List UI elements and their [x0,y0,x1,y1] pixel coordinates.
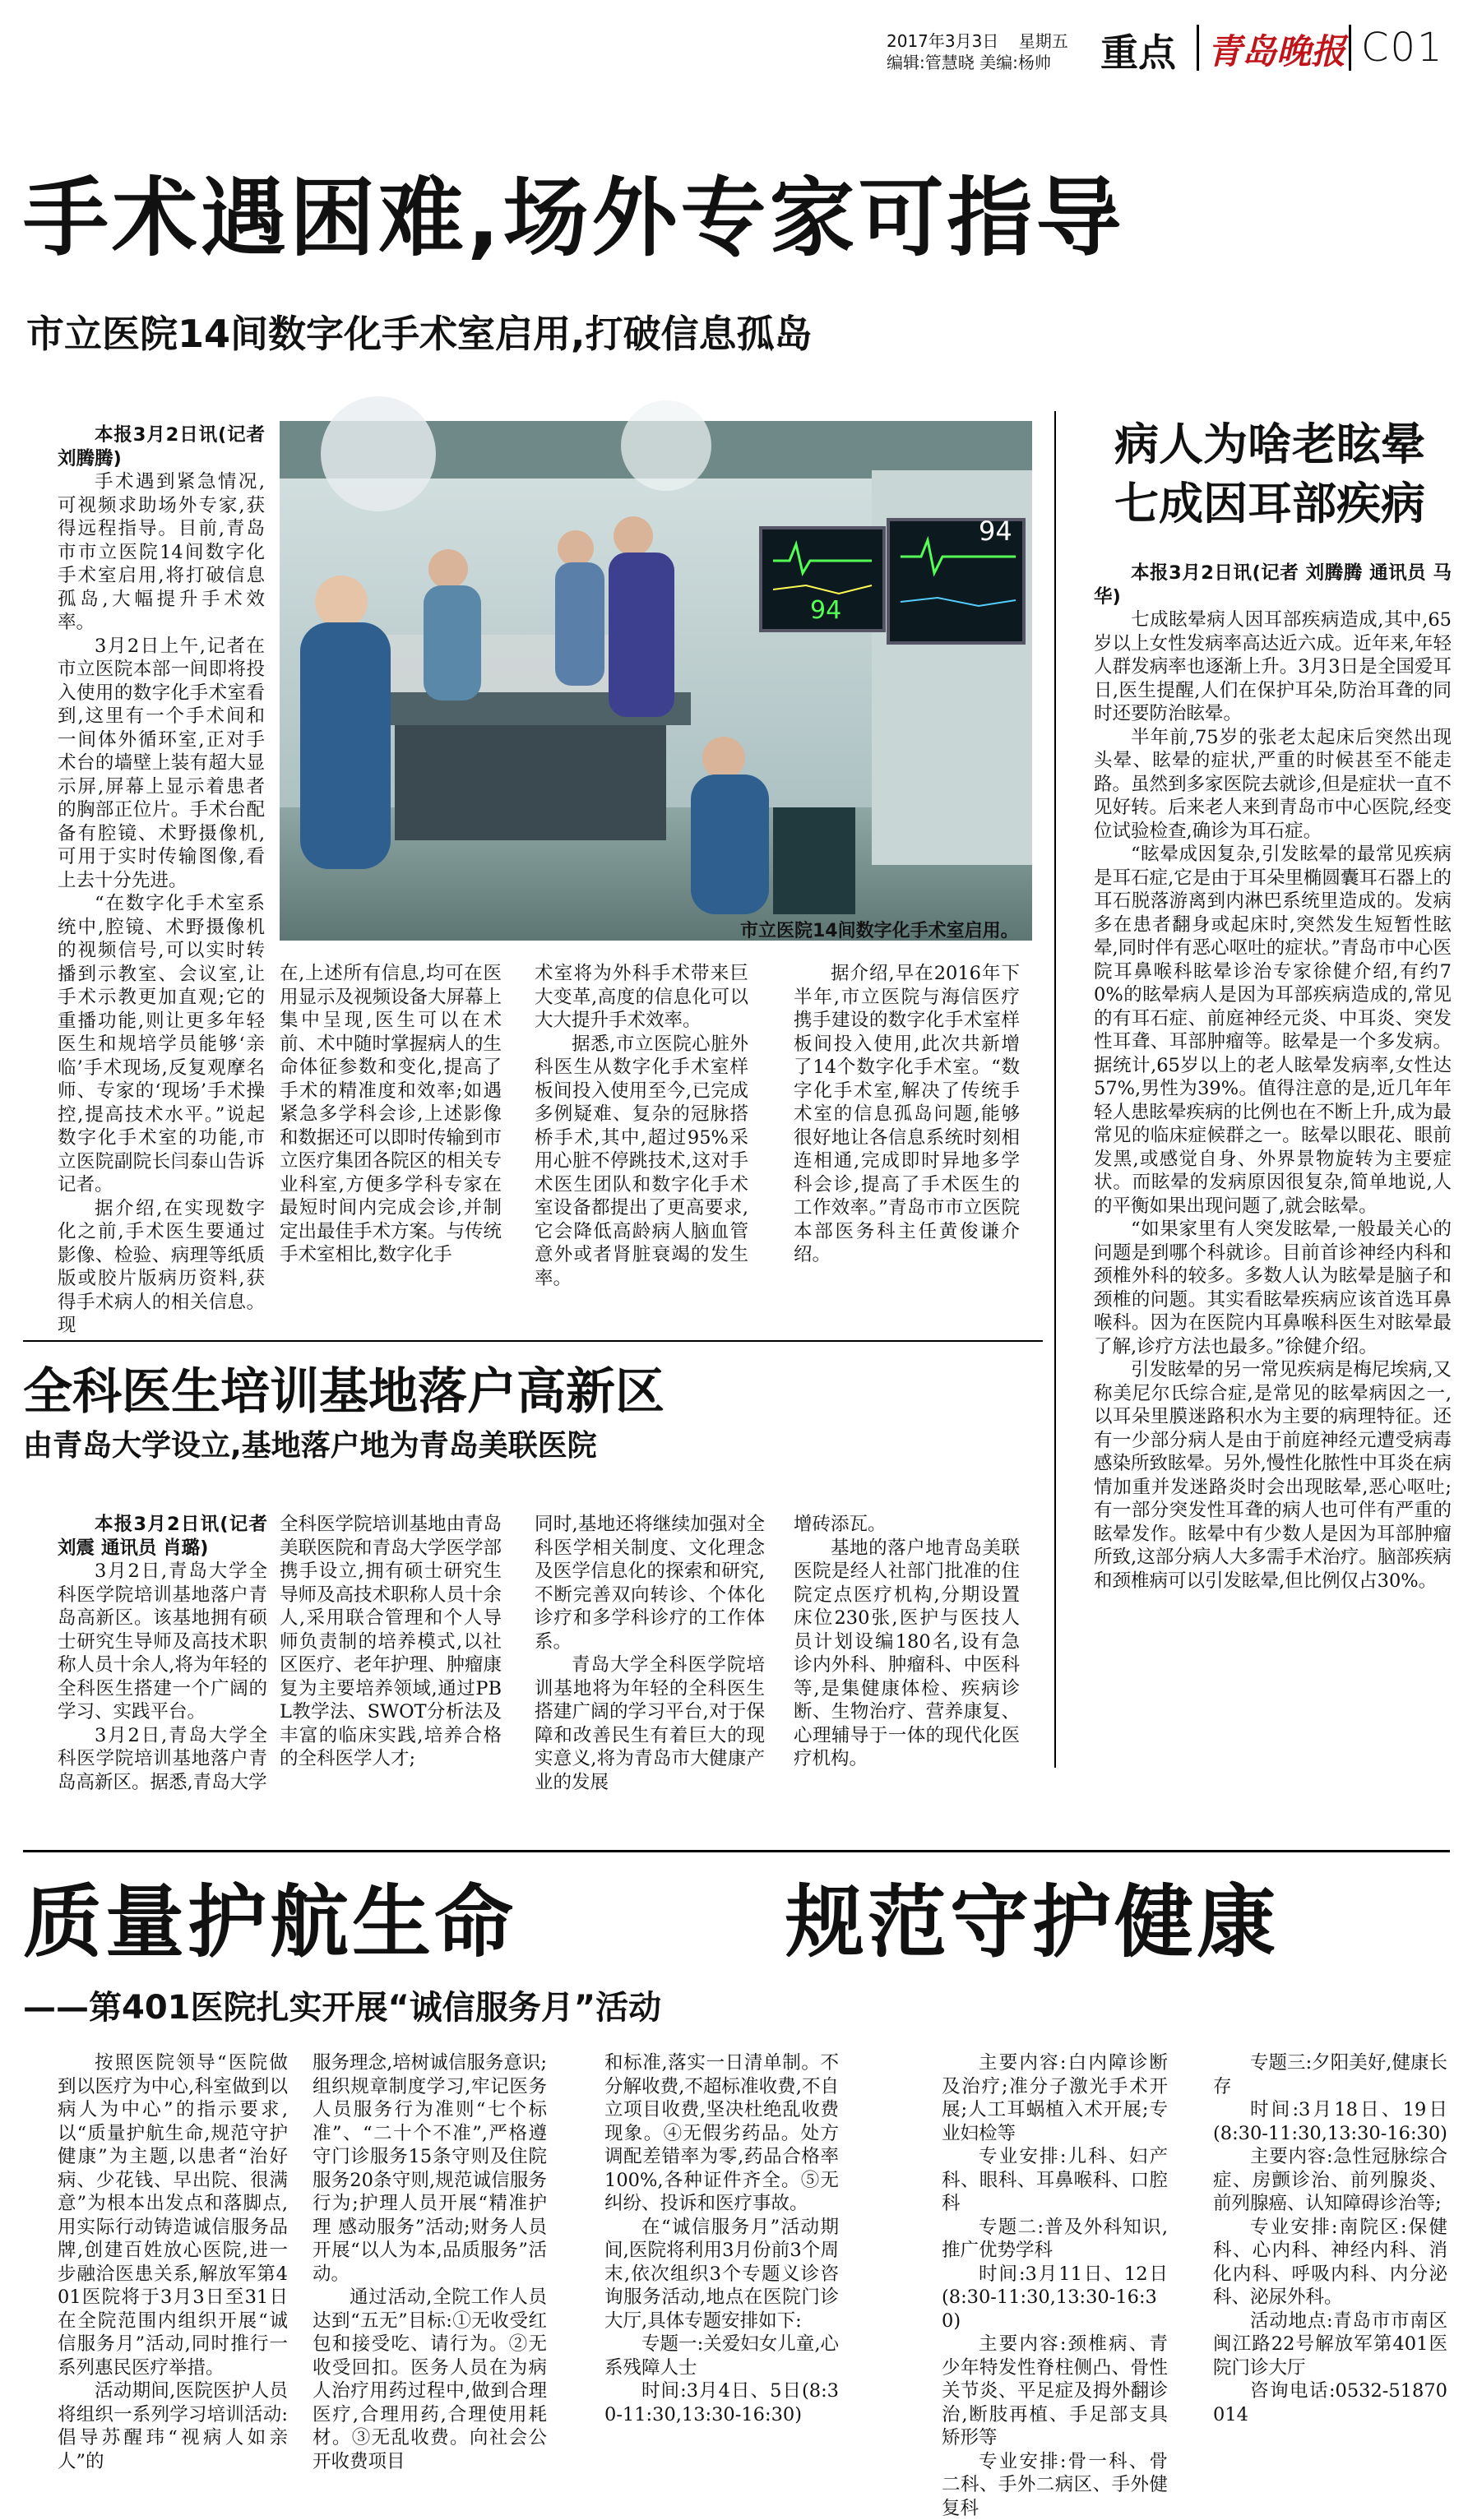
story4-col5 [1213,2051,1447,2508]
date-text: 2017年3月3日 [887,31,999,51]
story1-p7: 据悉,市立医院心脏外科医生从数字化手术室样板间投入使用至今,已完成多例疑难、复杂的冠脉搭桥手术,其中,超过95%采用心脏不停跳技术,这对手术医生团队和数字化手术室设备都提出了更高要求,它会降低高龄病人脑血管意外或者肾脏衰竭的发生率。 [535,1033,748,1289]
header-divider-2 [1349,25,1351,71]
story4-p15: 专题三:夕阳美好,健康长存 [1213,2052,1447,2097]
story2-headline-line2: 七成因耳部疾病 [1114,478,1425,529]
story1-p4: 据介绍,在实现数字化之前,手术医生要通过影像、检验、病理等纸质版或胶片版病历资料,获得手术病人的相关信息。现 [58,1197,265,1336]
story2-p1: 七成眩晕病人因耳部疾病造成,其中,65岁以上女性发病率高达近六成。近年来,年轻人群发病率也逐渐上升。3月3日是全国爱耳日,医生提醒,人们在保护耳朵,防治耳聋的同时还要防治眩晕。 [1094,609,1452,724]
column-rule [1054,411,1056,1768]
story3-col1 [58,1513,267,1825]
photo-illustration [280,421,1032,941]
story4-p8: 时间:3月4日、5日(8:30-11:30,13:30-16:30) [604,2380,839,2425]
weekday-text: 星期五 [1018,31,1068,51]
section-title: 重点 [1100,30,1176,75]
story3-headline: 全科医生培训基地落户高新区 [23,1363,665,1421]
story4-p6: 在“诚信服务月”活动期间,医院将利用3月份前3个周末,依次组织3个专题义诊咨询服务活动,地点在医院门诊大厅,具体专题安排如下: [604,2216,839,2332]
story1-headline: 手术遇困难,场外专家可指导 [23,168,1125,268]
story4-headline-right: 规范守护健康 [785,1876,1279,1968]
story3-col3 [535,1513,765,1825]
story4-subhead: ——第401医院扎实开展“诚信服务月”活动 [23,1989,662,2027]
story3-subhead: 由青岛大学设立,基地落户地为青岛美联医院 [23,1429,597,1463]
story1-p2: 3月2日上午,记者在市立医院本部一间即将投入使用的数字化手术室看到,这里有一个手术间和一间体外循环室,正对手术台的墙壁上装有超大显示屏,屏幕上显示着患者的胸部正位片。手术台配备有腔镜、术野摄像机,可用于实时传输图像,看上去十分先进。 [58,635,265,891]
monitor-reading-2: 94 [979,516,1012,547]
story2-headline [1114,415,1425,534]
story4-p1: 按照医院领导“医院做到以医疗为中心,科室做到以病人为中心”的指示要求,以“质量护航生命,规范守护健康”为主题,以患者“治好病、少花钱、早出院、很满意”为根本出发点和落脚点,用实际行动铸造诚信服务品牌,创建百姓放心医院,进一步融洽医患关系,解放军第401医院将于3月3日至31日在全院范围内组织开展“诚信服务月”活动,同时推行一系列惠民医疗举措。 [58,2052,288,2379]
story1-p6: 术室将为外科手术带来巨大变革,高度的信息化可以大大提升手术效率。 [535,963,748,1031]
story3-p7: 基地的落户地青岛美联医院是经人社部门批准的住院定点医疗机构,分期设置床位230张,医护与医技人员计划设编180名,设有急诊内外科、肿瘤科、中医科等,是集健康体检、疾病诊断、生物治疗、营养康复、心理辅导于一体的现代化医疗机构。 [794,1537,1020,1769]
header-editors: 编辑:管慧晓 美编:杨帅 [887,53,1051,72]
story1-p8: 据介绍,早在2016年下半年,市立医院与海信医疗携手建设的数字化手术室样板间投入使用,此次共新增了14个数字化手术室。“数字化手术室,解决了传统手术室的信息孤岛问题,能够很好地让各信息系统时刻相连相通,完成即时异地多学科会诊,提高了手术医生的工作效率。”青岛市市立医院本部医务科主任黄俊谦介绍。 [794,963,1020,1265]
story2-p2: 半年前,75岁的张老太起床后突然出现头晕、眩晕的症状,严重的时候甚至不能走路。虽然到多家医院去就诊,但是症状一直不见好转。后来老人来到青岛市中心医院,经变位试验检查,确诊为耳石症。 [1094,726,1452,842]
story3-p3: 全科医学院培训基地由青岛美联医院和青岛大学医学部携手设立,拥有硕士研究生导师及高技术职称人员十余人,采用联合管理和个人导师负责制的培养模式,以社区医疗、老年护理、肿瘤康复为主要培养领域,通过PBL教学法、SWOT分析法及丰富的临床实践,培养合格的全科医学人才; [280,1514,502,1769]
story4-p18: 专业安排:南院区:保健科、心内科、神经内科、消化内科、呼吸内科、内分泌科、泌尿外科。 [1213,2216,1447,2308]
story4-p7: 专题一:关爱妇女儿童,心系残障人士 [604,2333,839,2379]
monitor-reading-1: 94 [810,596,842,625]
story2-p4: “如果家里有人突发眩晕,一般最关心的问题是到哪个科就诊。目前首诊神经内科和颈椎外科的较多。多数人认为眩晕是脑子和颈椎的问题。其实看眩晕疾病应该首选耳鼻喉科。因为在医院内耳鼻喉科医生对眩晕最了解,诊疗方法也最多。”徐健介绍。 [1094,1218,1452,1357]
masthead [0,0,1468,78]
story1-col3 [535,962,748,1357]
rule-story4 [23,1850,1450,1852]
story4-p3: 服务理念,培树诚信服务意识;组织规章制度学习,牢记医务人员服务行为准则“七个标准”、“二十个不准”,严格遵守门诊服务15条守则及住院服务20条守则,规范诚信服务行为;护理人员开展“精准护理 感动服务”活动;财务人员开展“以人为本,品质服务”活动。 [313,2052,547,2285]
story3-p2: 3月2日,青岛大学全科医学院培训基地落户青岛高新区。据悉,青岛大学 [58,1724,267,1793]
story1-col4 [794,962,1020,1357]
story4-col3 [604,2051,839,2508]
story3-byline: 本报3月2日讯(记者 刘震 通讯员 肖璐) [58,1514,267,1559]
story2-headline-line1: 病人为啥老眩晕 [1114,418,1425,470]
story3-col4 [794,1513,1020,1825]
story4-p14: 专业安排:骨一科、骨二科、手外二病区、手外健复科 [942,2450,1168,2519]
story2-p5: 引发眩晕的另一常见疾病是梅尼埃病,又称美尼尔氏综合症,是常见的眩晕病因之一,以耳朵里膜迷路积水为主要的病理特征。还有一少部分病人是由于前庭神经元遭受病毒感染所致眩晕。另外,慢性化脓性中耳炎在病情加重并发迷路炎时会出现眩晕,恶心呕吐;有一部分突发性耳聋的病人也可伴有严重的眩晕发作。眩晕中有少数人是因为耳部肿瘤所致,这部分病人大多需手术治疗。脑部疾病和颈椎病可以引发眩晕,但比例仅占30%。 [1094,1359,1452,1592]
story4-p11: 专题二:普及外科知识,推广优势学科 [942,2216,1168,2261]
story1-p3: “在数字化手术室系统中,腔镜、术野摄像机的视频信号,可以实时转播到示教室、会议室,让手术示教更加直观;它的重播功能,则让更多年轻医生和规培学员能够‘亲临’手术现场,反复观摩名师、专家的‘现场’手术操控,提高技术水平。”说起数字化手术室的功能,市立医院副院长闫泰山告诉记者。 [58,893,265,1195]
story3-p4: 同时,基地还将继续加强对全科医学相关制度、文化理念及医学信息化的探索和研究,不断完善双向转诊、个体化诊疗和多学科诊疗的工作体系。 [535,1514,765,1653]
story1-col1 [58,423,265,1348]
story3-p6: 增砖添瓦。 [794,1514,887,1535]
story3-p5: 青岛大学全科医学院培训基地将为年轻的全科医生搭建广阔的学习平台,对于保障和改善民生有着巨大的现实意义,将为青岛市大健康产业的发展 [535,1654,765,1793]
story3-col2 [280,1513,502,1825]
story1-p5: 在,上述所有信息,均可在医用显示及视频设备大屏幕上集中呈现,医生可以在术前、术中随时掌握病人的生命体征参数和变化,提高了手术的精准度和效率;如遇紧急多学科会诊,上述影像和数据还可以即时传输到市立医疗集团各院区的相关专业科室,方便多学科专家在最短时间内完成会诊,并制定出最佳手术方案。与传统手术室相比,数字化手 [280,963,502,1265]
story4-col2 [313,2051,547,2508]
story1-subhead: 市立医院14间数字化手术室启用,打破信息孤岛 [26,312,813,356]
story4-p9: 主要内容:白内障诊断及治疗;准分子激光手术开展;人工耳蜗植入术开展;专业妇检等 [942,2052,1168,2144]
story1-col2 [280,962,502,1357]
story4-p20: 咨询电话:0532-51870014 [1213,2380,1447,2425]
story4-headline-left: 质量护航生命 [23,1876,516,1968]
header-date [887,28,1068,52]
story4-p19: 活动地点:青岛市市南区闽江路22号解放军第401医院门诊大厅 [1213,2310,1447,2379]
page-number: C01 [1361,25,1444,71]
story2-byline: 本报3月2日讯(记者 刘腾腾 通讯员 马华) [1094,562,1452,608]
story4-p5: 和标准,落实一日清单制。不分解收费,不超标准收费,不自立项目收费,坚决杜绝乱收费现象。④无假劣药品。处方调配差错率为零,药品合格率100%,各种证件齐全。⑤无纠纷、投诉和医疗事故。 [604,2052,839,2214]
photo-caption: 市立医院14间数字化手术室启用。 [740,921,1019,941]
story2-body [1094,562,1452,1799]
header-divider [1197,25,1199,71]
paper-logo: 青岛晚报 [1207,31,1346,72]
story4-p2: 活动期间,医院医护人员将组织一系列学习培训活动:倡导苏醒玮“视病人如亲人”的 [58,2380,288,2472]
story1-p1: 手术遇到紧急情况,可视频求助场外专家,获得远程指导。目前,青岛市市立医院14间数字化手术室启用,将打破信息孤岛,大幅提升手术效率。 [58,471,265,633]
story4-p12: 时间:3月11日、12日(8:30-11:30,13:30-16:30) [942,2263,1168,2332]
story1-byline: 本报3月2日讯(记者 刘腾腾) [58,424,265,469]
story4-p13: 主要内容:颈椎病、青少年特发性脊柱侧凸、骨性关节炎、平足症及拇外翻诊治,断肢再植、手足部支具矫形等 [942,2333,1168,2448]
story2-p3: “眩晕成因复杂,引发眩晕的最常见疾病是耳石症,它是由于耳朵里椭圆囊耳石器上的耳石脱落游离到内淋巴系统里造成的。发病多在患者翻身或起床时,突然发生短暂性眩晕,同时伴有恶心呕吐的症状。”青岛市中心医院耳鼻喉科眩晕诊治专家徐健介绍,有约70%的眩晕病人是因为耳部疾病造成的,常见的有耳石症、前庭神经元炎、中耳炎、突发性耳聋、耳部肿瘤等。眩晕是一个多发病。据统计,65岁以上的老人眩晕发病率,女性达57%,男性为39%。值得注意的是,近几年年轻人患眩晕疾病的比例也在不断上升,成为最常见的临床症候群之一。眩晕以眼花、眼前发黑,或感觉自身、外界景物旋转为主要症状。而眩晕的发病原因很复杂,简单地说,人的平衡如果出现问题了,就会眩晕。 [1094,844,1452,1217]
operating-room-photo [280,421,1032,941]
story4-p10: 专业安排:儿科、妇产科、眼科、耳鼻喉科、口腔科 [942,2146,1168,2214]
story4-p16: 时间:3月18日、19日(8:30-11:30,13:30-16:30) [1213,2099,1447,2144]
rule-story3 [23,1340,1043,1342]
story4-col1 [58,2051,288,2508]
story4-p4: 通过活动,全院工作人员达到“五无”目标:①无收受红包和接受吃、请行为。②无收受回扣。医务人员在为病人治疗用药过程中,做到合理医疗,合理用药,合理使用耗材。③无乱收费。向社会公开收费项目 [313,2286,547,2472]
story4-col4 [942,2051,1168,2519]
story4-p17: 主要内容:急性冠脉综合症、房颤诊治、前列腺炎、前列腺癌、认知障碍诊治等; [1213,2146,1447,2214]
story3-p1: 3月2日,青岛大学全科医学院培训基地落户青岛高新区。该基地拥有硕士研究生导师及高技术职称人员十余人,将为年轻的全科医生搭建一个广阔的学习、实践平台。 [58,1561,267,1722]
